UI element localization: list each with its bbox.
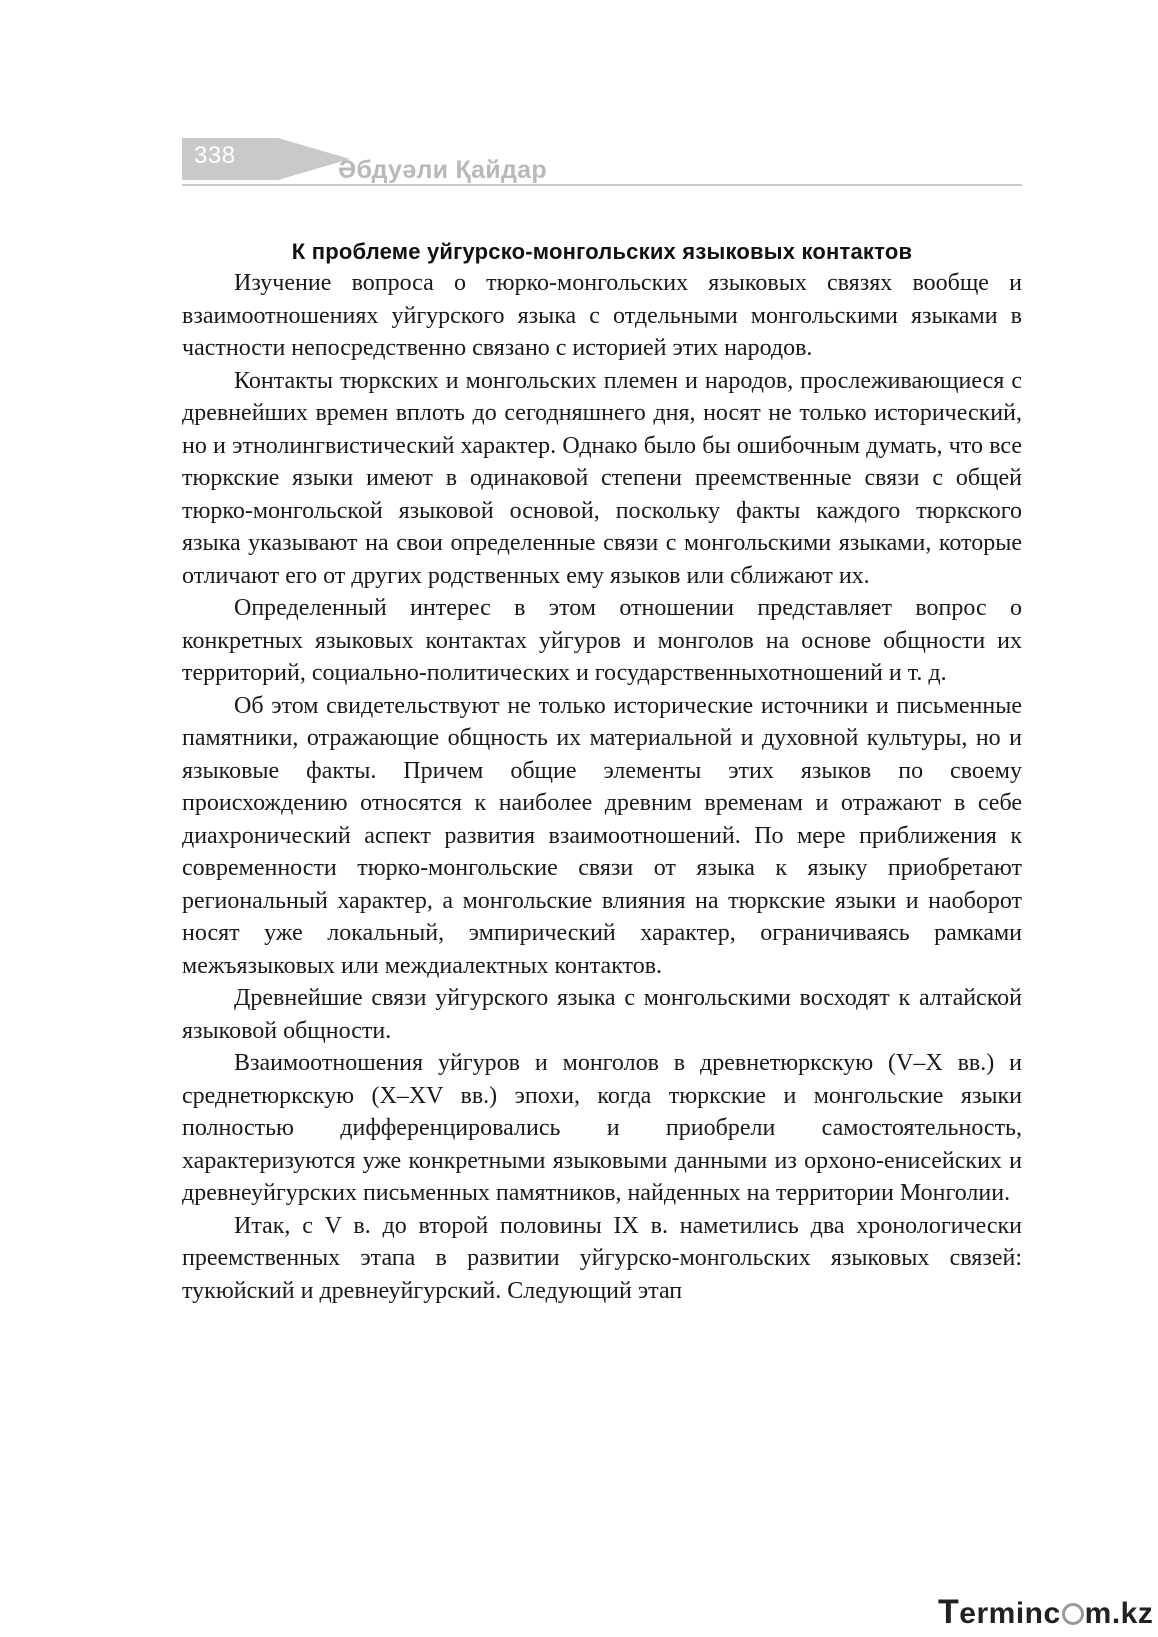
watermark-initial: T [938,1593,960,1631]
article-body [182,237,1022,1307]
paragraph: Взаимоотношения уйгуров и монголов в древнетюркскую (V–X вв.) и среднетюркскую (X–XV вв.) эпохи, когда тюркские и монгольские языки полностью дифференцировались и приобрели самостоятельность, характеризуются уже конкретными языковыми данными из орхоно-енисейских и древнеуйгурских письменных памятников, найденных на территории Монголии. [182,1050,1022,1206]
author-name: Әбдуәли Қайдар [338,156,547,184]
termincom-watermark [938,1593,1153,1632]
header-rule [182,184,1022,186]
paragraph: Итак, с V в. до второй половины IX в. наметились два хронологически преемственных этапа в развитии уйгурско-монгольских языковых связей: тукюйский и древнеуйгурский. Следующий этап [182,1212,1022,1304]
running-header [182,138,1022,188]
paragraph: Контакты тюркских и монгольских племен и народов, прослеживающиеся с древнейших времен вплоть до сегодняшнего дня, носят не только исторический, но и этнолингвистический характер. Однако было бы ошибочным думать, что все тюркские языки имеют в одинаковой степени преемственные связи с общей тюрко-монгольской языковой основой, поскольку факты каждого тюркского языка указывают на свои определенные связи с монгольскими языками, которые отличают его от других родственных ему языков или сближают их. [182,367,1022,589]
paragraph: Древнейшие связи уйгурского языка с монгольскими восходят к алтайской языковой общности. [182,985,1022,1044]
paragraph: Определенный интерес в этом отношении представляет вопрос о конкретных языковых контактах уйгуров и монголов на основе общности их территорий, социально-политических и государственныхотношений и т. д. [182,595,1022,686]
paragraph: Изучение вопроса о тюрко-монгольских языковых связях вообще и взаимоотношениях уйгурского языка с отдельными монгольскими языками в частности непосредственно связано с историей этих народов. [182,270,1022,361]
article-title: К проблеме уйгурско-монгольских языковых контактов [291,239,913,264]
page-number: 338 [194,142,236,169]
watermark-text-end: m.kz [1084,1597,1154,1630]
globe-icon [1062,1603,1084,1625]
watermark-text-start: erminc [959,1597,1061,1630]
paragraph: Об этом свидетельствуют не только исторические источники и письменные памятники, отражающие общность их материальной и духовной культуры, но и языковые факты. Причем общие элементы этих языков по своему происхождению относятся к наиболее древним временам и отражают в себе диахронический аспект развития взаимоотношений. По мере приближения к современности тюрко-монгольские связи от языка к языку приобретают региональный характер, а монгольские влияния на тюркские языки и наоборот носят уже локальный, эмпирический характер, ограничиваясь рамками межъязыковых или междиалектных контактов. [182,692,1022,979]
